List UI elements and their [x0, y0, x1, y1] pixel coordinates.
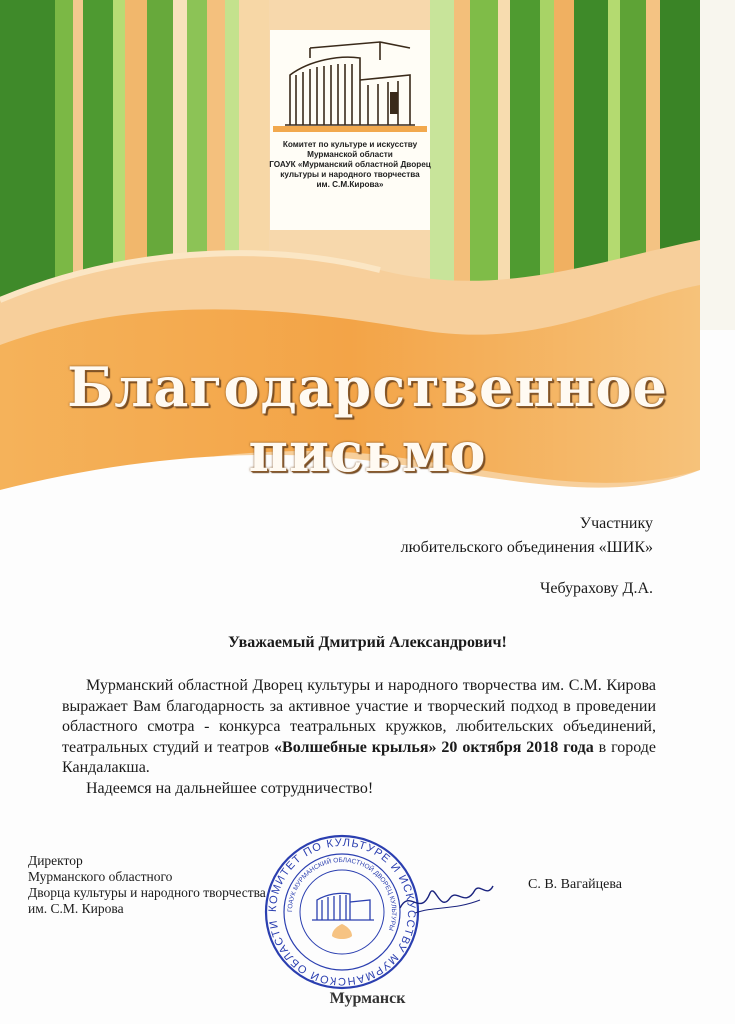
event-date: 20 октября 2018 года [441, 738, 594, 756]
signer-title: Директор [28, 853, 83, 868]
logo-caption-line: культуры и народного творчества [280, 170, 420, 179]
logo-caption-line: Комитет по культуре и искусству [282, 140, 418, 149]
logo-panel [270, 30, 430, 230]
recipient-name: Чебурахову Д.А. [540, 580, 653, 597]
event-name: «Волшебные крылья» [274, 738, 437, 756]
logo-caption-line: ГОАУК «Мурманский областной Дворец [269, 160, 431, 169]
document-title-line2: письмо [248, 420, 487, 484]
signer-org-line: им. С.М. Кирова [28, 901, 124, 916]
letter-body [62, 676, 656, 799]
logo-caption [262, 140, 438, 190]
signer-name: С. В. Вагайцева [528, 877, 623, 892]
body-paragraph-1 [62, 676, 656, 779]
stamp-outer-text: КОМИТЕТ ПО КУЛЬТУРЕ И ИСКУССТВУ МУРМАНСКОЙ ОБЛАСТИ [266, 836, 418, 988]
signer-org-line: Мурманского областного [28, 869, 173, 884]
body-paragraph-2: Надеемся на дальнейшее сотрудничество! [86, 779, 374, 797]
recipient-role: Участнику [579, 515, 653, 532]
event-location: в городе Кандалакша. [62, 738, 657, 776]
greeting: Уважаемый Дмитрий Александрович! [228, 634, 507, 651]
stamp-inner-text: ГОАУК МУРМАНСКИЙ ОБЛАСТНОЙ ДВОРЕЦ КУЛЬТУРЫ [286, 856, 398, 932]
logo-caption-line: Мурманской области [307, 150, 393, 159]
signature-block [28, 853, 266, 917]
document-title-line1: Благодарственное [67, 355, 668, 419]
signer-org-line: Дворца культуры и народного творчества [28, 885, 266, 900]
body-paragraph-1-text: Мурманский областной Дворец культуры и народного творчества им. С.М. Кирова выражает Вам благодарность за активное участие и творческий подход в проведении областного смотра - конкурса театральных кружков, любительских объединений, театральных студий и театров [62, 677, 656, 756]
recipient-organization: любительского объединения «ШИК» [400, 539, 653, 556]
city: Мурманск [329, 990, 406, 1007]
palace-logo [270, 30, 430, 140]
logo-caption-line: им. С.М.Кирова» [316, 180, 384, 189]
handwritten-signature [395, 868, 495, 928]
